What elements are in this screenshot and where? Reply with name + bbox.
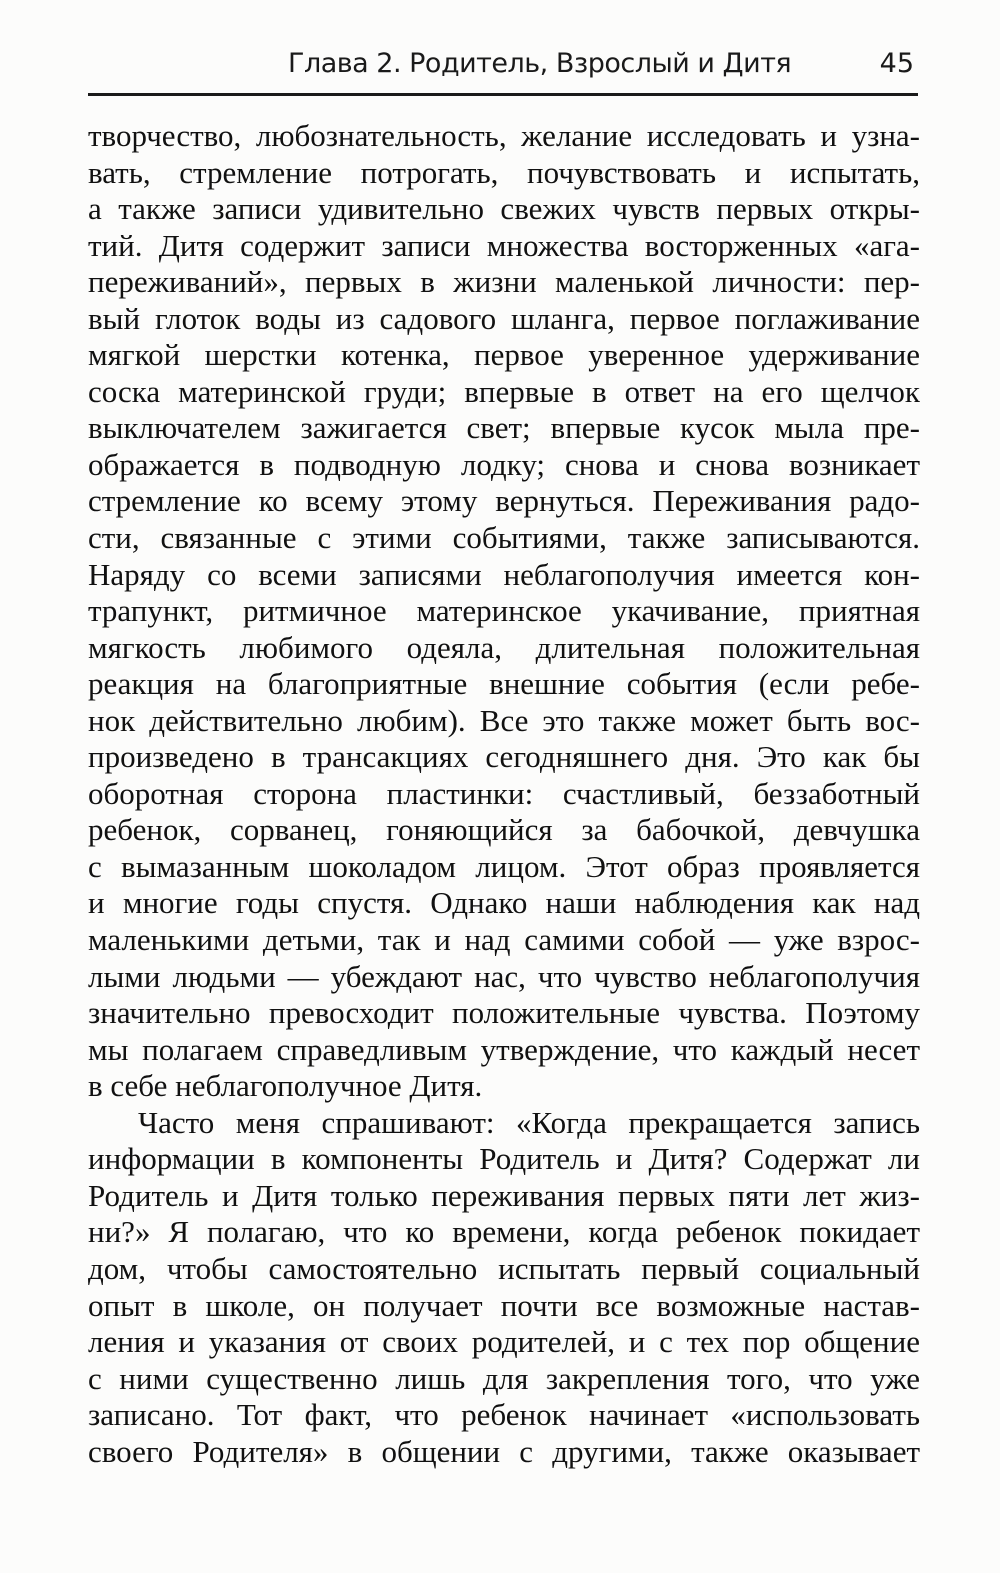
text-line: тий. Дитя содержит записи множества восторженных «ага- bbox=[88, 227, 920, 263]
text-line: своего Родителя» в общении с другими, также оказывает bbox=[88, 1433, 920, 1469]
running-head: Глава 2. Родитель, Взрослый и Дитя bbox=[288, 48, 792, 79]
text-line: значительно превосходит положительные чувства. Поэтому bbox=[88, 995, 920, 1031]
text-line: а также записи удивительно свежих чувств первых откры- bbox=[88, 191, 920, 227]
text-line: Родитель и Дитя только переживания первых пяти лет жиз- bbox=[88, 1177, 920, 1213]
text-line: с вымазанным шоколадом лицом. Этот образ проявляется bbox=[88, 848, 920, 884]
text-line: соска материнской груди; впервые в ответ на его щелчок bbox=[88, 373, 920, 409]
text-line: вый глоток воды из садового шланга, первое поглаживание bbox=[88, 300, 920, 336]
page-number: 45 bbox=[879, 48, 914, 79]
text-line: мягкость любимого одеяла, длительная положительная bbox=[88, 629, 920, 665]
text-line: ления и указания от своих родителей, и с тех пор общение bbox=[88, 1324, 920, 1360]
text-line: трапункт, ритмичное материнское укачивание, приятная bbox=[88, 593, 920, 629]
text-line: опыт в школе, он получает почти все возможные настав- bbox=[88, 1287, 920, 1323]
text-line: ребенок, сорванец, гоняющийся за бабочкой, девчушка bbox=[88, 812, 920, 848]
text-line: Наряду со всеми записями неблагополучия имеется кон- bbox=[88, 556, 920, 592]
text-line: произведено в трансакциях сегодняшнего дня. Это как бы bbox=[88, 739, 920, 775]
text-line: ни?» Я полагаю, что ко времени, когда ребенок покидает bbox=[88, 1214, 920, 1250]
text-line: сти, связанные с этими событиями, также записываются. bbox=[88, 520, 920, 556]
text-line: вать, стремление потрогать, почувствовать и испытать, bbox=[88, 154, 920, 190]
text-line: мягкой шерстки котенка, первое уверенное удерживание bbox=[88, 337, 920, 373]
body-text bbox=[88, 118, 920, 1470]
text-line: оборотная сторона пластинки: счастливый, беззаботный bbox=[88, 775, 920, 811]
page-header bbox=[88, 44, 918, 94]
text-line: переживаний», первых в жизни маленькой личности: пер- bbox=[88, 264, 920, 300]
text-line: информации в компоненты Родитель и Дитя? Содержат ли bbox=[88, 1141, 920, 1177]
text-line: реакция на благоприятные внешние события (если ребе- bbox=[88, 666, 920, 702]
text-line: маленькими детьми, так и над самими собой — уже взрос- bbox=[88, 922, 920, 958]
text-line: записано. Тот факт, что ребенок начинает «использовать bbox=[88, 1397, 920, 1433]
text-line: в себе неблагополучное Дитя. bbox=[88, 1068, 483, 1104]
text-line: лыми людьми — убеждают нас, что чувство неблагополучия bbox=[88, 958, 920, 994]
text-line: выключателем зажигается свет; впервые кусок мыла пре- bbox=[88, 410, 920, 446]
text-line: с ними существенно лишь для закрепления того, что уже bbox=[88, 1360, 920, 1396]
text-line: дом, чтобы самостоятельно испытать первый социальный bbox=[88, 1250, 920, 1286]
text-line: мы полагаем справедливым утверждение, что каждый несет bbox=[88, 1031, 920, 1067]
text-line: нок действительно любим). Все это также может быть вос- bbox=[88, 702, 920, 738]
header-rule bbox=[88, 93, 918, 96]
text-line: стремление ко всему этому вернуться. Переживания радо- bbox=[88, 483, 920, 519]
text-line: и многие годы спустя. Однако наши наблюдения как над bbox=[88, 885, 920, 921]
text-line: творчество, любознательность, желание исследовать и узна- bbox=[88, 118, 920, 153]
text-line: Часто меня спрашивают: «Когда прекращается запись bbox=[138, 1104, 920, 1140]
text-line: ображается в подводную лодку; снова и снова возникает bbox=[88, 446, 920, 482]
